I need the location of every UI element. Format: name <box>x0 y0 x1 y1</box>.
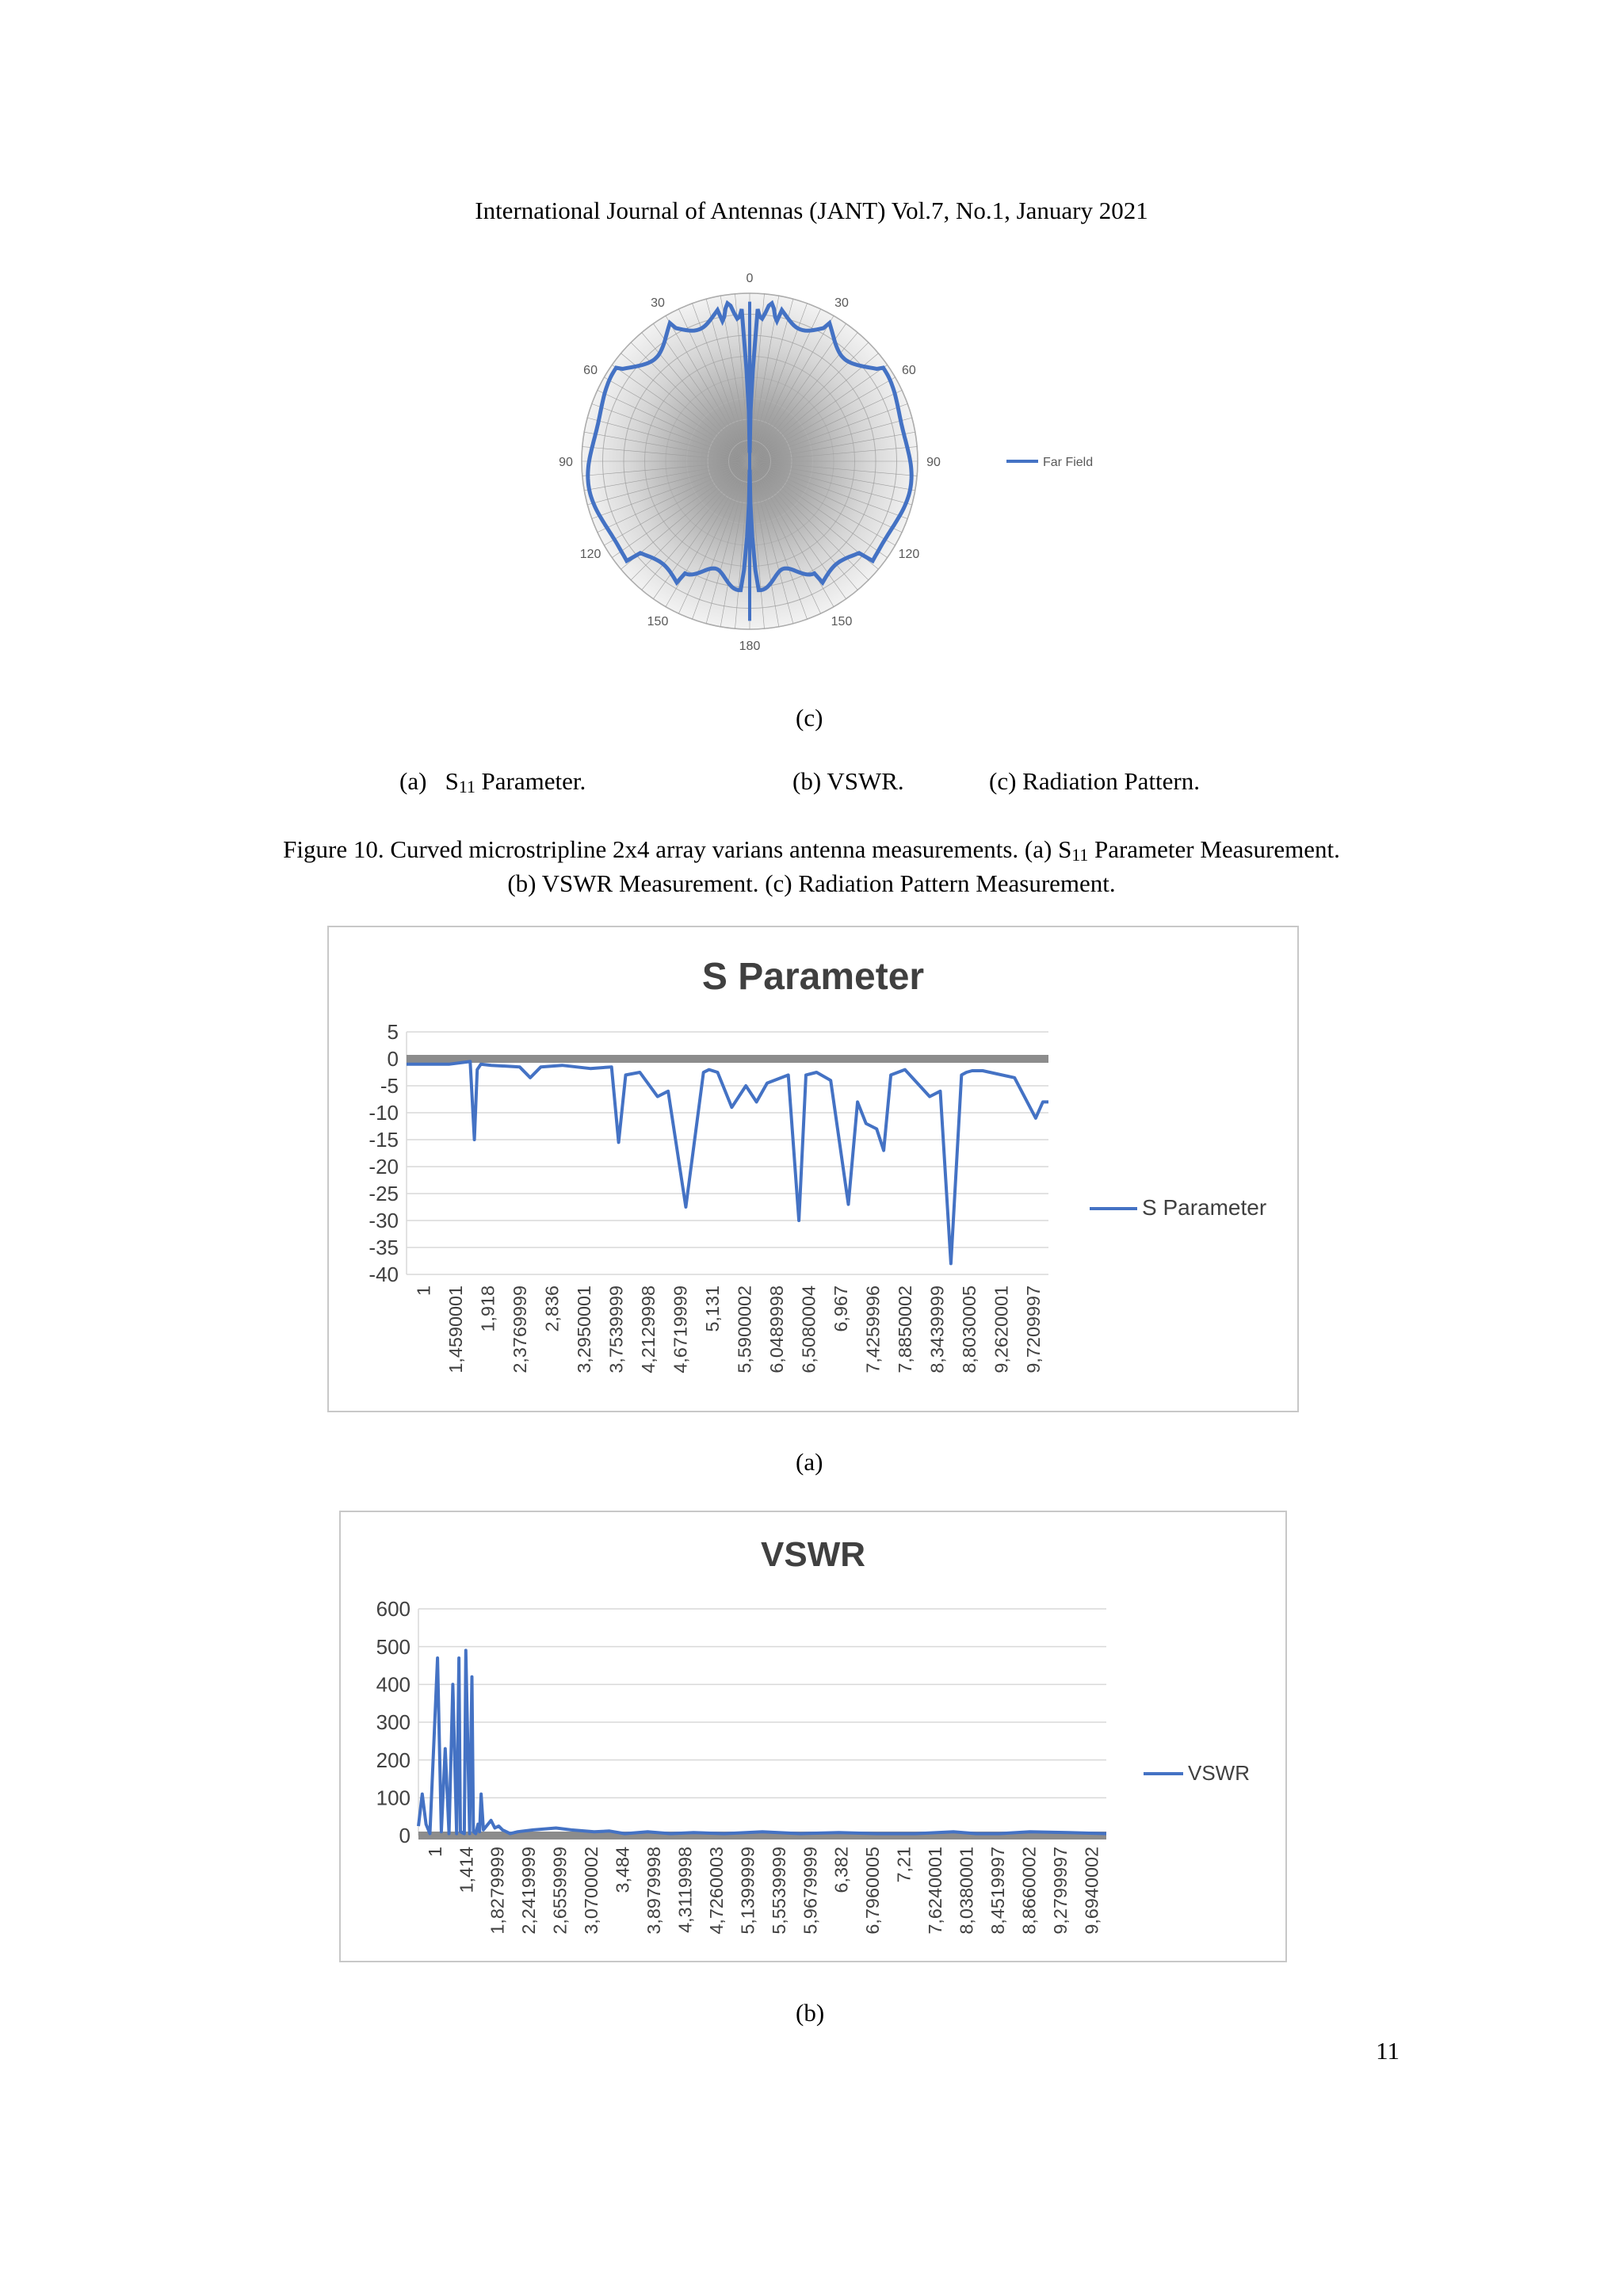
x-tick-label: 1,414 <box>456 1847 477 1893</box>
x-tick-label: 2,836 <box>541 1286 563 1332</box>
x-tick-label: 6,967 <box>830 1286 851 1332</box>
x-tick-label: 5,1399999 <box>737 1847 758 1935</box>
s-parameter-series-line <box>407 1061 1048 1263</box>
y-tick-label: -40 <box>369 1263 399 1287</box>
subcaption-a-prefix: (a) <box>399 767 427 795</box>
panel-label-b: (b) <box>796 1999 825 2027</box>
polar-angle-label: 30 <box>651 296 665 311</box>
y-tick-label: -30 <box>369 1209 399 1233</box>
y-tick-label: -25 <box>369 1182 399 1206</box>
x-tick-label: 8,8660002 <box>1018 1847 1040 1935</box>
y-tick-label: -5 <box>380 1074 399 1098</box>
s-parameter-chart-frame <box>327 926 1299 1412</box>
subcaption-a-s: S <box>445 767 459 795</box>
page-number: 11 <box>1376 2037 1400 2065</box>
x-tick-label: 4,7260003 <box>705 1847 727 1935</box>
y-tick-label: -35 <box>369 1236 399 1260</box>
subcaption-b: (b) VSWR. <box>792 767 904 795</box>
x-tick-label: 5,5539999 <box>768 1847 789 1935</box>
x-tick-label: 1,8279999 <box>487 1847 508 1935</box>
vswr-legend-label: VSWR <box>1188 1761 1250 1785</box>
x-tick-label: 9,6940002 <box>1081 1847 1102 1935</box>
x-tick-label: 1,4590001 <box>445 1286 466 1373</box>
x-tick-label: 8,4519997 <box>987 1847 1009 1935</box>
polar-angle-label: 0 <box>746 272 754 285</box>
polar-angle-label: 120 <box>898 548 920 561</box>
x-tick-label: 5,9679999 <box>800 1847 821 1935</box>
vswr-y-ticks <box>376 1597 411 1847</box>
x-tick-label: 6,0489998 <box>766 1286 787 1373</box>
x-tick-label: 6,7960005 <box>862 1847 884 1935</box>
vswr-x-ticks <box>425 1847 1102 1935</box>
polar-angle-label: 90 <box>926 456 941 469</box>
x-tick-label: 7,21 <box>893 1847 915 1883</box>
x-tick-label: 4,3119998 <box>674 1847 696 1933</box>
y-tick-label: 500 <box>376 1634 411 1659</box>
y-tick-label: 100 <box>376 1786 411 1810</box>
panel-label-a: (a) <box>796 1448 823 1476</box>
panel-label-c: (c) <box>796 704 823 732</box>
polar-angle-label: 30 <box>834 296 849 311</box>
y-tick-label: 5 <box>387 1020 399 1045</box>
x-tick-label: 2,6559999 <box>549 1847 571 1935</box>
y-tick-label: 200 <box>376 1748 411 1772</box>
y-tick-label: -10 <box>369 1101 399 1125</box>
x-tick-label: 4,2129998 <box>637 1286 659 1373</box>
vswr-series-line <box>418 1650 1106 1833</box>
subcaption-a-sub: 11 <box>458 777 475 797</box>
x-tick-label: 3,2950001 <box>573 1286 594 1373</box>
vswr-chart-frame <box>339 1511 1287 1962</box>
x-tick-label: 6,382 <box>831 1847 852 1893</box>
x-tick-label: 3,8979998 <box>643 1847 665 1935</box>
y-tick-label: 0 <box>387 1047 399 1072</box>
y-tick-label: -15 <box>369 1128 399 1152</box>
x-tick-label: 1,918 <box>477 1286 498 1332</box>
caption-line1-pre: Figure 10. Curved microstripline 2x4 array varians antenna measurements. (a) S <box>283 835 1072 863</box>
x-tick-label: 9,2620001 <box>991 1286 1012 1373</box>
x-tick-label: 4,6719999 <box>670 1286 691 1373</box>
x-tick-label: 8,3439999 <box>926 1286 948 1373</box>
vswr-gridlines <box>418 1609 1106 1836</box>
x-tick-label: 7,6240001 <box>925 1847 946 1935</box>
y-tick-label: 600 <box>376 1597 411 1622</box>
polar-angle-label: 180 <box>739 640 761 653</box>
s-parameter-chart <box>329 927 1297 1411</box>
y-tick-label: 400 <box>376 1672 411 1697</box>
x-tick-label: 7,8850002 <box>894 1286 915 1373</box>
figure-caption-line2: (b) VSWR Measurement. (c) Radiation Pattern Measurement. <box>507 869 1116 897</box>
x-tick-label: 3,484 <box>612 1847 633 1893</box>
subcaption-a <box>399 767 586 796</box>
polar-angle-label: 150 <box>647 614 669 628</box>
caption-line1-post: Parameter Measurement. <box>1088 835 1340 863</box>
polar-angle-label: 90 <box>559 456 573 469</box>
figure-caption <box>190 834 1433 900</box>
polar-angle-label: 60 <box>902 364 916 377</box>
s-parameter-chart-title: S Parameter <box>701 956 925 998</box>
s-parameter-x-ticks <box>413 1286 1044 1373</box>
vswr-chart-title: VSWR <box>761 1535 865 1574</box>
polar-angle-label: 60 <box>583 364 598 377</box>
x-tick-label: 1 <box>424 1847 445 1858</box>
s-parameter-legend-label: S Parameter <box>1142 1195 1267 1220</box>
x-tick-label: 5,5900002 <box>734 1286 755 1373</box>
polar-angle-label: 120 <box>579 548 601 561</box>
x-tick-label: 6,5080004 <box>798 1286 819 1373</box>
y-tick-label: -20 <box>369 1155 399 1179</box>
figure-caption-line1 <box>190 834 1433 868</box>
x-tick-label: 8,0380001 <box>956 1847 977 1935</box>
subcaption-a-rest: Parameter. <box>475 767 586 795</box>
caption-line1-sub: 11 <box>1071 846 1089 865</box>
y-tick-label: 0 <box>399 1824 411 1848</box>
x-tick-label: 8,8030005 <box>958 1286 980 1373</box>
y-tick-label: 300 <box>376 1710 411 1735</box>
x-tick-label: 5,131 <box>701 1286 723 1332</box>
x-tick-label: 7,4259996 <box>862 1286 884 1373</box>
x-tick-label: 9,7209997 <box>1022 1286 1044 1373</box>
polar-angle-label: 150 <box>831 614 853 628</box>
x-tick-label: 3,0700002 <box>581 1847 602 1935</box>
radiation-pattern-chart <box>555 262 1109 674</box>
vswr-chart <box>341 1512 1285 1961</box>
x-tick-label: 2,2419999 <box>518 1847 540 1935</box>
s-parameter-y-ticks <box>369 1020 399 1286</box>
far-field-legend-label: Far Field <box>1043 456 1094 469</box>
x-tick-label: 1 <box>413 1286 434 1297</box>
x-tick-label: 9,2799997 <box>1049 1847 1071 1935</box>
running-header: International Journal of Antennas (JANT) Vol.7, No.1, January 2021 <box>475 197 1148 224</box>
subcaption-c: (c) Radiation Pattern. <box>989 767 1200 795</box>
x-tick-label: 3,7539999 <box>605 1286 627 1373</box>
x-tick-label: 2,3769999 <box>509 1286 530 1373</box>
